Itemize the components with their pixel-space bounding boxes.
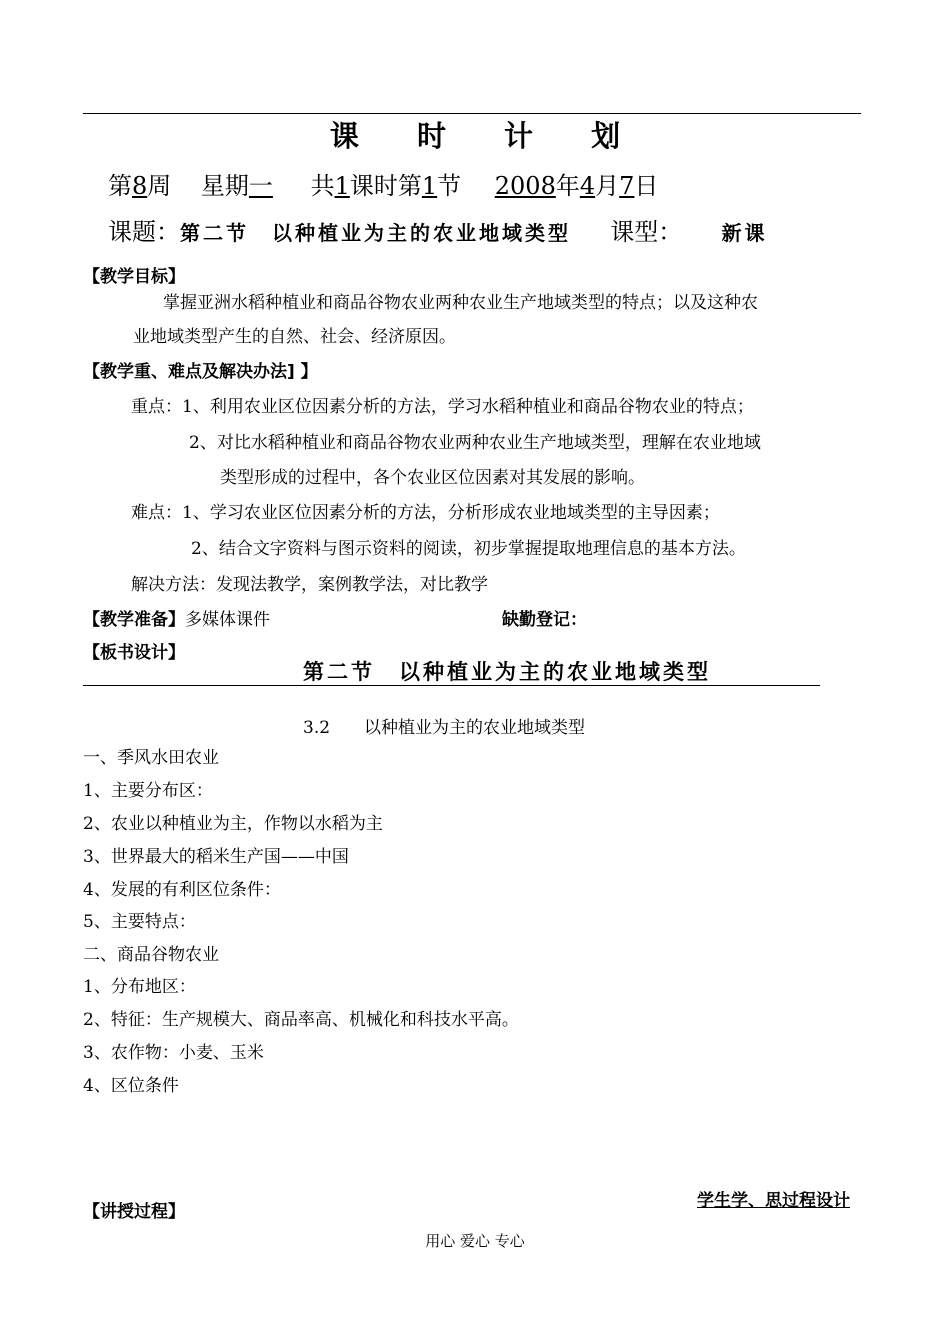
total-mid: 课时第 [349,172,422,200]
keypoints-heading: 【教学重、难点及解决办法] 】 [83,362,318,382]
topic-value: 第二节 以种植业为主的农业地域类型 [180,221,571,245]
lesson-type-label: 课型： [610,218,683,246]
solution-method: 解决方法：发现法教学，案例教学法，对比教学 [131,575,488,595]
board-subtitle [303,713,585,738]
preparation-value: 多媒体课件 [185,610,270,630]
outline-item: 4、发展的有利区位条件： [83,880,281,900]
page-footer: 用心 爱心 专心 [425,1232,525,1250]
difficulty-point-2: 2、结合文字资料与图示资料的阅读，初步掌握提取地理信息的基本方法。 [191,539,746,559]
weekday-value: 一 [248,172,273,200]
focus-point-2-cont: 类型形成的过程中，各个农业区位因素对其发展的影响。 [220,468,645,488]
board-subtitle-number: 3.2 [303,718,331,738]
lesson-type-value: 新课 [721,221,768,245]
outline-item: 4、区位条件 [83,1076,179,1096]
topic-line [108,212,768,247]
weekday-prefix: 星期 [200,172,249,200]
difficulty-point-1: 难点：1、学习农业区位因素分析的方法，分析形成农业地域类型的主导因素； [131,503,720,523]
board-rule [83,685,820,686]
objectives-heading: 【教学目标】 [83,267,185,287]
month-suffix: 月 [595,172,620,200]
outline-item: 1、主要分布区： [83,781,213,801]
date-line [108,166,658,201]
day-suffix: 日 [634,172,659,200]
outline-item: 1、分布地区： [83,977,196,997]
objectives-line-1: 掌握亚洲水稻种植业和商品谷物农业两种农业生产地域类型的特点；以及这种农 [163,293,758,313]
board-title: 第二节 以种植业为主的农业地域类型 [303,659,711,684]
board-heading: 【板书设计】 [83,643,185,663]
lesson-number: 1 [421,172,438,200]
focus-point-1: 重点：1、利用农业区位因素分析的方法，学习水稻种植业和商品谷物农业的特点； [131,397,754,417]
outline-item: 二、商品谷物农业 [83,945,219,965]
year-suffix: 年 [555,172,580,200]
student-design-note: 学生学、思过程设计 [697,1191,850,1211]
year-value: 2008 [494,172,556,200]
outline-item: 一、季风水田农业 [83,748,219,768]
lesson-suffix: 节 [437,172,462,200]
objectives-line-2: 业地域类型产生的自然、社会、经济原因。 [133,327,456,347]
outline-item: 2、特征：生产规模大、商品率高、机械化和科技水平高。 [83,1010,519,1030]
board-subtitle-text: 以种植业为主的农业地域类型 [364,718,586,738]
topic-label: 课题： [108,218,180,246]
outline-item: 2、农业以种植业为主，作物以水稻为主 [83,814,383,834]
day-value: 7 [619,172,635,200]
focus-point-2: 2、对比水稻种植业和商品谷物农业两种农业生产地域类型，理解在农业地域 [189,433,761,453]
month-value: 4 [579,172,596,200]
total-prefix: 共 [310,172,335,200]
process-heading: 【讲授过程】 [83,1202,185,1222]
week-suffix: 周 [147,172,172,200]
page-title: 课 时 计 划 [329,119,645,153]
total-lessons: 1 [334,172,350,200]
absence-label: 缺勤登记： [502,610,587,630]
preparation-heading: 【教学准备】 [83,610,185,630]
week-number: 8 [132,172,148,200]
outline-item: 3、农作物：小麦、玉米 [83,1043,264,1063]
outline-item: 3、世界最大的稻米生产国——中国 [83,847,349,867]
week-prefix: 第 [108,172,132,200]
preparation-line [83,605,270,630]
outline-item: 5、主要特点： [83,912,196,932]
